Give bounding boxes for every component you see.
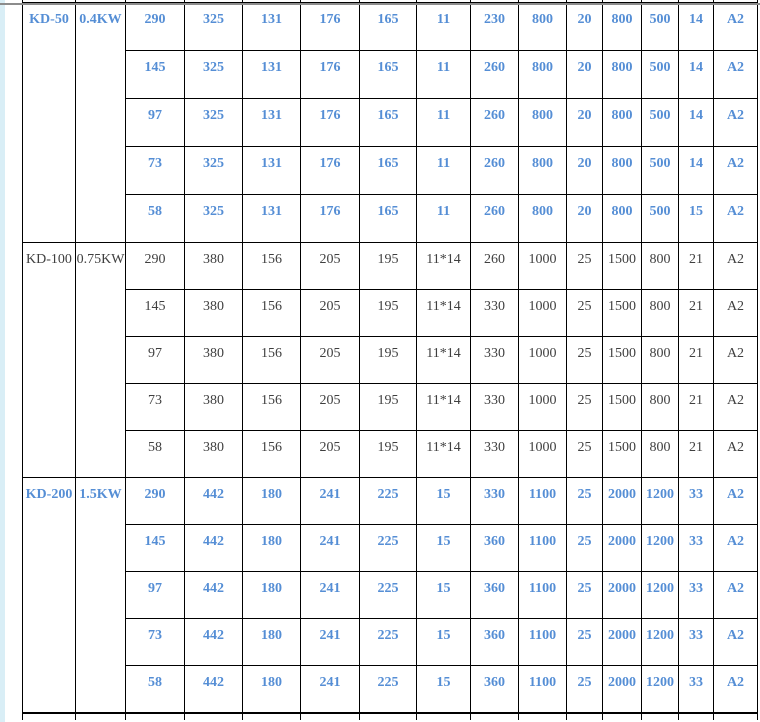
empty-cell: [243, 713, 301, 720]
data-cell: 15: [417, 478, 471, 525]
data-cell: 800: [603, 3, 642, 51]
data-cell: 195: [360, 431, 417, 478]
data-cell: A2: [714, 243, 758, 290]
data-cell: 33: [679, 525, 714, 572]
empty-cell: [301, 713, 360, 720]
data-cell: 225: [360, 619, 417, 666]
data-cell: 21: [679, 243, 714, 290]
empty-cell: [519, 713, 567, 720]
power-cell: 1.5KW: [76, 478, 126, 713]
data-cell: 156: [243, 431, 301, 478]
data-cell: 25: [567, 337, 603, 384]
data-cell: A2: [714, 619, 758, 666]
data-cell: 25: [567, 384, 603, 431]
data-cell: A2: [714, 195, 758, 243]
data-cell: 800: [603, 195, 642, 243]
data-cell: 290: [126, 478, 185, 525]
data-cell: 165: [360, 51, 417, 99]
data-cell: 1200: [642, 572, 679, 619]
data-cell: 360: [471, 666, 519, 713]
data-cell: 500: [642, 147, 679, 195]
data-cell: 97: [126, 337, 185, 384]
data-cell: 1000: [519, 431, 567, 478]
data-cell: 11: [417, 3, 471, 51]
data-cell: 800: [519, 51, 567, 99]
data-cell: 205: [301, 384, 360, 431]
data-cell: 20: [567, 3, 603, 51]
data-cell: 165: [360, 3, 417, 51]
data-cell: 21: [679, 431, 714, 478]
empty-cell: [126, 713, 185, 720]
data-cell: 73: [126, 147, 185, 195]
data-cell: 131: [243, 99, 301, 147]
data-cell: 800: [642, 243, 679, 290]
data-cell: 15: [417, 666, 471, 713]
data-cell: 156: [243, 337, 301, 384]
model-cell: KD-100: [23, 243, 76, 478]
data-cell: 230: [471, 3, 519, 51]
top-horizontal-rule: [0, 3, 760, 5]
data-cell: 260: [471, 147, 519, 195]
data-cell: 33: [679, 619, 714, 666]
model-cell: KD-200: [23, 478, 76, 713]
table-row-partial: [23, 713, 758, 720]
data-cell: 1000: [519, 243, 567, 290]
data-cell: 165: [360, 99, 417, 147]
data-cell: 58: [126, 195, 185, 243]
data-cell: A2: [714, 51, 758, 99]
data-cell: 2000: [603, 619, 642, 666]
data-cell: 195: [360, 290, 417, 337]
data-cell: 1200: [642, 619, 679, 666]
data-cell: 205: [301, 431, 360, 478]
empty-cell: [471, 713, 519, 720]
data-cell: 325: [185, 147, 243, 195]
empty-cell: [642, 713, 679, 720]
data-cell: A2: [714, 666, 758, 713]
data-cell: 2000: [603, 478, 642, 525]
data-cell: A2: [714, 384, 758, 431]
data-cell: 500: [642, 99, 679, 147]
data-cell: 15: [417, 525, 471, 572]
data-cell: 21: [679, 290, 714, 337]
data-cell: 205: [301, 337, 360, 384]
data-cell: 180: [243, 619, 301, 666]
data-cell: 20: [567, 195, 603, 243]
data-cell: A2: [714, 337, 758, 384]
data-cell: 165: [360, 147, 417, 195]
data-cell: 21: [679, 384, 714, 431]
data-cell: 360: [471, 619, 519, 666]
data-cell: 58: [126, 431, 185, 478]
data-cell: 330: [471, 290, 519, 337]
data-cell: 156: [243, 290, 301, 337]
data-cell: 145: [126, 525, 185, 572]
data-cell: 225: [360, 478, 417, 525]
data-cell: A2: [714, 525, 758, 572]
data-cell: 1000: [519, 290, 567, 337]
data-cell: 360: [471, 572, 519, 619]
data-cell: 800: [519, 99, 567, 147]
data-cell: 25: [567, 619, 603, 666]
data-cell: 500: [642, 51, 679, 99]
table-row: [23, 51, 758, 99]
data-cell: 1100: [519, 478, 567, 525]
data-cell: 241: [301, 666, 360, 713]
model-cell: KD-50: [23, 3, 76, 243]
data-cell: 176: [301, 99, 360, 147]
data-cell: 14: [679, 147, 714, 195]
data-cell: 21: [679, 337, 714, 384]
table-row: [23, 243, 758, 290]
data-cell: 195: [360, 337, 417, 384]
data-cell: 15: [679, 195, 714, 243]
data-cell: 156: [243, 243, 301, 290]
data-cell: 11: [417, 99, 471, 147]
empty-cell: [185, 713, 243, 720]
data-cell: 330: [471, 431, 519, 478]
data-cell: 442: [185, 572, 243, 619]
data-cell: 442: [185, 478, 243, 525]
data-cell: 1500: [603, 384, 642, 431]
power-cell: 0.75KW: [76, 243, 126, 478]
data-cell: 156: [243, 384, 301, 431]
data-cell: 442: [185, 666, 243, 713]
data-cell: 325: [185, 195, 243, 243]
data-cell: A2: [714, 478, 758, 525]
data-cell: 14: [679, 99, 714, 147]
data-cell: 195: [360, 243, 417, 290]
table-row: [23, 572, 758, 619]
data-cell: 165: [360, 195, 417, 243]
data-cell: 25: [567, 572, 603, 619]
data-cell: A2: [714, 572, 758, 619]
data-cell: 360: [471, 525, 519, 572]
data-cell: 1000: [519, 384, 567, 431]
data-cell: 241: [301, 619, 360, 666]
data-cell: 225: [360, 572, 417, 619]
data-cell: 131: [243, 3, 301, 51]
data-cell: 1100: [519, 666, 567, 713]
table-row: [23, 3, 758, 51]
data-cell: 145: [126, 290, 185, 337]
data-cell: 25: [567, 243, 603, 290]
data-cell: 1100: [519, 525, 567, 572]
data-cell: 380: [185, 290, 243, 337]
table-row: [23, 431, 758, 478]
table-row: [23, 147, 758, 195]
data-cell: 15: [417, 572, 471, 619]
data-cell: 11*14: [417, 431, 471, 478]
data-cell: 1100: [519, 619, 567, 666]
data-cell: A2: [714, 99, 758, 147]
data-cell: 25: [567, 478, 603, 525]
data-cell: A2: [714, 147, 758, 195]
data-cell: A2: [714, 290, 758, 337]
spec-table: [22, 0, 758, 720]
data-cell: 500: [642, 3, 679, 51]
data-cell: 1200: [642, 478, 679, 525]
data-cell: 325: [185, 99, 243, 147]
data-cell: 225: [360, 666, 417, 713]
data-cell: 176: [301, 51, 360, 99]
data-cell: 1500: [603, 290, 642, 337]
data-cell: 145: [126, 51, 185, 99]
data-cell: A2: [714, 431, 758, 478]
data-cell: 180: [243, 572, 301, 619]
data-cell: 442: [185, 525, 243, 572]
table-row: [23, 666, 758, 713]
data-cell: 330: [471, 478, 519, 525]
data-cell: 325: [185, 3, 243, 51]
data-cell: 176: [301, 147, 360, 195]
table-row: [23, 337, 758, 384]
data-cell: 800: [603, 51, 642, 99]
table-row: [23, 384, 758, 431]
data-cell: 11*14: [417, 243, 471, 290]
data-cell: 800: [642, 384, 679, 431]
empty-cell: [417, 713, 471, 720]
data-cell: 11: [417, 195, 471, 243]
empty-cell: [603, 713, 642, 720]
data-cell: 241: [301, 478, 360, 525]
table-row: [23, 619, 758, 666]
data-cell: 73: [126, 619, 185, 666]
data-cell: 11: [417, 51, 471, 99]
power-cell: 0.4KW: [76, 3, 126, 243]
data-cell: 195: [360, 384, 417, 431]
data-cell: 15: [417, 619, 471, 666]
data-cell: 500: [642, 195, 679, 243]
data-cell: 11*14: [417, 384, 471, 431]
data-cell: 131: [243, 195, 301, 243]
table-row: [23, 290, 758, 337]
data-cell: 380: [185, 337, 243, 384]
table-body: [23, 0, 758, 720]
data-cell: 241: [301, 572, 360, 619]
data-cell: 241: [301, 525, 360, 572]
data-cell: 33: [679, 478, 714, 525]
data-cell: 2000: [603, 525, 642, 572]
data-cell: 180: [243, 525, 301, 572]
data-cell: 800: [603, 99, 642, 147]
data-cell: 97: [126, 99, 185, 147]
page-left-margin-strip: [0, 0, 5, 722]
data-cell: 290: [126, 3, 185, 51]
data-cell: 330: [471, 384, 519, 431]
data-cell: 20: [567, 99, 603, 147]
data-cell: 97: [126, 572, 185, 619]
data-cell: 380: [185, 431, 243, 478]
data-cell: 25: [567, 666, 603, 713]
data-cell: 1200: [642, 666, 679, 713]
data-cell: 25: [567, 290, 603, 337]
data-cell: 225: [360, 525, 417, 572]
empty-cell: [360, 713, 417, 720]
data-cell: 1200: [642, 525, 679, 572]
data-cell: 260: [471, 243, 519, 290]
data-cell: 1100: [519, 572, 567, 619]
table-row: [23, 478, 758, 525]
data-cell: 33: [679, 666, 714, 713]
data-cell: 800: [642, 431, 679, 478]
data-cell: 176: [301, 3, 360, 51]
data-cell: 800: [642, 337, 679, 384]
data-cell: 131: [243, 51, 301, 99]
data-cell: 20: [567, 51, 603, 99]
data-cell: 1000: [519, 337, 567, 384]
data-cell: 33: [679, 572, 714, 619]
data-cell: 11: [417, 147, 471, 195]
empty-cell: [679, 713, 714, 720]
data-cell: 180: [243, 666, 301, 713]
empty-cell: [567, 713, 603, 720]
data-cell: 131: [243, 147, 301, 195]
data-cell: 2000: [603, 666, 642, 713]
data-cell: 2000: [603, 572, 642, 619]
data-cell: 800: [519, 195, 567, 243]
table-row: [23, 99, 758, 147]
empty-cell: [76, 713, 126, 720]
data-cell: 205: [301, 290, 360, 337]
data-cell: 1500: [603, 337, 642, 384]
table-row: [23, 195, 758, 243]
data-cell: 380: [185, 243, 243, 290]
data-cell: 330: [471, 337, 519, 384]
data-cell: 14: [679, 51, 714, 99]
data-cell: 800: [603, 147, 642, 195]
data-cell: 260: [471, 51, 519, 99]
data-cell: 180: [243, 478, 301, 525]
data-cell: 176: [301, 195, 360, 243]
data-cell: 380: [185, 384, 243, 431]
data-cell: 325: [185, 51, 243, 99]
data-cell: 1500: [603, 243, 642, 290]
data-cell: 11*14: [417, 337, 471, 384]
data-cell: 25: [567, 431, 603, 478]
data-cell: 73: [126, 384, 185, 431]
data-cell: 58: [126, 666, 185, 713]
data-cell: 205: [301, 243, 360, 290]
data-cell: 14: [679, 3, 714, 51]
data-cell: 800: [642, 290, 679, 337]
data-cell: A2: [714, 3, 758, 51]
table-row: [23, 525, 758, 572]
data-cell: 290: [126, 243, 185, 290]
data-cell: 800: [519, 3, 567, 51]
empty-cell: [23, 713, 76, 720]
data-cell: 20: [567, 147, 603, 195]
data-cell: 11*14: [417, 290, 471, 337]
data-cell: 260: [471, 99, 519, 147]
data-cell: 1500: [603, 431, 642, 478]
data-cell: 260: [471, 195, 519, 243]
data-cell: 25: [567, 525, 603, 572]
data-cell: 800: [519, 147, 567, 195]
data-cell: 442: [185, 619, 243, 666]
empty-cell: [714, 713, 758, 720]
